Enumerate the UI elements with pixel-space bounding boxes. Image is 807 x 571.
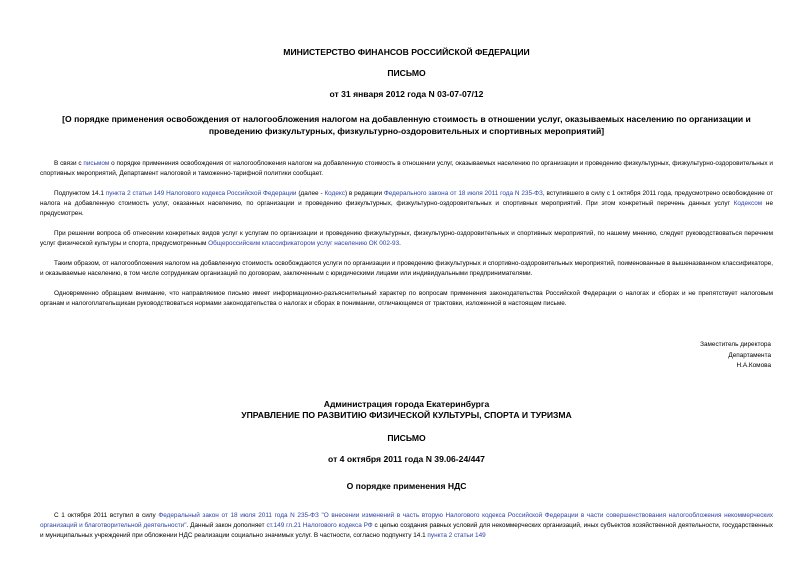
second-letter-heading	[40, 399, 773, 421]
ministry-heading: МИНИСТЕРСТВО ФИНАНСОВ РОССИЙСКОЙ ФЕДЕРАЦИИ	[283, 47, 530, 57]
text: В связи с	[54, 160, 84, 167]
paragraph-3	[40, 229, 773, 249]
text: . Данный закон дополняет	[186, 521, 267, 529]
text: не предусмотрен.	[40, 200, 774, 217]
text: Подпунктом 14.1	[54, 190, 106, 197]
code-link-2[interactable]: Кодексом	[733, 200, 763, 207]
letter-subject: [О порядке применения освобождения от налогообложения налогом на добавленную стоимость в отношении услуг, оказываемых населению по организации и проведению физкультурных, физкультурно-оздоровительных и спортивных мероприятий]	[62, 114, 751, 136]
text: с целью создания равных условий для некоммерческих организаций, иных субъектов хозяйственной деятельности, государственных и муниципальных учреждений при обложении НДС реализации социально значимых услуг. В частности, согласно подпункту 14.1	[40, 521, 773, 539]
text: При решении вопроса об отнесении конкретных видов услуг к услугам по организации и проведению физкультурных, физкультурно-оздоровительных и спортивных мероприятий, по нашему мнению, следует руководствоваться перечнем услуг физической культуры и спорта, предусмотренным	[40, 230, 773, 247]
signature-block	[40, 340, 773, 372]
paragraph-1	[40, 159, 773, 179]
second-letter-paragraph-1	[40, 511, 773, 541]
text: (далее -	[296, 190, 325, 197]
paragraph-4: Таким образом, от налогообложения налогом на добавленную стоимость освобождаются услуги по организации и проведению физкультурных и спортивно-оздоровительных мероприятий, поименованные в вышеназванном классификаторе, и оказываемые населению, в том числе сотрудникам организаций по договорам, заключенным с юридическими лицами или индивидуальными предпринимателями.	[40, 260, 773, 277]
text: , вступившего в силу с 1 октября 2011 года, предусмотрено освобождение от налога на добавленную стоимость услуг, оказанных населению, по организации и проведению физкультурных, физкультурно-оздоровительных и спортивных мероприятий. При этом конкретный перечень данных услуг	[40, 190, 773, 207]
second-letter-subject: О порядке применения НДС	[346, 480, 467, 491]
signature-name: Н.А.Комова	[736, 362, 771, 369]
text: о порядке применения освобождения от налогообложения налогом на добавленную стоимость в отношении услуг, оказываемых населению по организации и проведению физкультурных, физкультурно-оздоровительных и спортивных мероприятий, Департамент налоговой и таможенно-тарифной политики сообщает.	[40, 160, 773, 177]
paragraph-2	[40, 189, 773, 219]
federal-law-link-2[interactable]: Федеральный закон от 18 июля 2011 года N 235-ФЗ "О внесении изменений в часть вторую Налогового кодекса Российской Федерации в части совершенствования налогообложения некоммерческих организаций и благотворительной деятельности"	[40, 511, 773, 529]
code-link[interactable]: Кодекс	[324, 190, 345, 197]
department-heading: УПРАВЛЕНИЕ ПО РАЗВИТИЮ ФИЗИЧЕСКОЙ КУЛЬТУРЫ, СПОРТА И ТУРИЗМА	[241, 409, 572, 420]
text: С 1 октября 2011 вступил в силу	[54, 511, 159, 519]
second-letter-date: от 4 октября 2011 года N 39.06-24/447	[328, 453, 485, 464]
paragraph-5: Одновременно обращаем внимание, что направляемое письмо имеет информационно-разъяснительный характер по вопросам применения законодательства Российской Федерации о налогах и сборах и не препятствует налоговым органам и налогоплательщикам руководствоваться нормами законодательства о налогах и сборах в понимании, отличающемся от трактовки, изложенной в настоящем письме.	[40, 290, 773, 307]
classifier-link[interactable]: Общероссийским классификатором услуг населению ОК 002-93	[208, 240, 400, 247]
admin-heading: Администрация города Екатеринбурга	[323, 398, 490, 409]
letter-link[interactable]: письмом	[83, 160, 110, 167]
article-149-link[interactable]: пункта 2 статьи 149	[427, 531, 486, 539]
federal-law-link[interactable]: Федерального закона от 18 июля 2011 года N 235-ФЗ	[383, 190, 543, 197]
signature-department: Департамента	[728, 351, 771, 359]
text: .	[399, 240, 401, 247]
tax-code-link[interactable]: пункта 2 статьи 149 Налогового кодекса Российской Федерации	[105, 190, 297, 197]
text: ) в редакции	[344, 190, 384, 197]
signature-position: Заместитель директора	[700, 341, 771, 348]
letter-date-heading: от 31 января 2012 года N 03-07-07/12	[329, 89, 484, 99]
second-letter-type: ПИСЬМО	[387, 432, 426, 443]
tax-code-article-link[interactable]: ст.149 гл.21 Налогового кодекса РФ	[266, 521, 373, 529]
letter-type-heading: ПИСЬМО	[387, 68, 426, 78]
